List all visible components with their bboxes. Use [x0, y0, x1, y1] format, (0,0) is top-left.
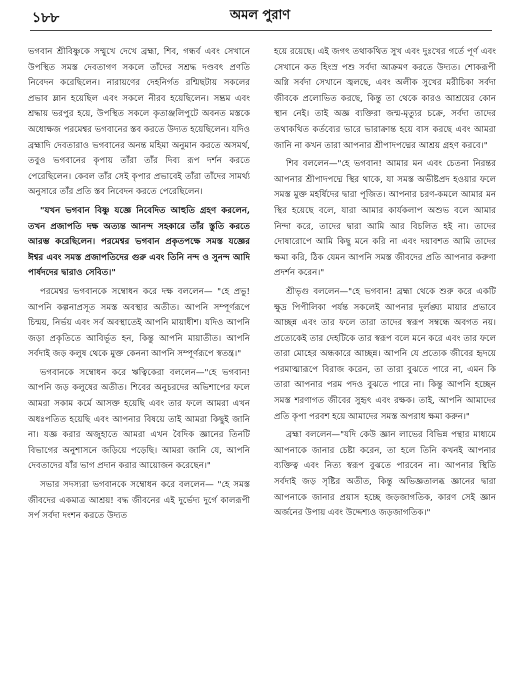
- page-header: [30, 4, 490, 28]
- paragraph: ভগবান শ্রীবিষ্ণুকে সম্মুখে দেখে ব্রহ্মা, শিব, গন্ধর্ব এবং সেখানে উপস্থিত সমস্ত দেবতাগণ সকলে তাঁদের সশ্রদ্ধ দণ্ডবৎ প্রণতি নিবেদন করেছিলেন। নারায়ণের দেহনির্গত রশ্মিছটায় সকলের প্রভাব ম্লান হয়েছিল এবং সকলে নীরব হয়েছিলেন। সম্ভ্রম এবং শ্রদ্ধায় ভরপুর হয়ে, উপস্থিত সকলে কৃতাঞ্জলিপুটে অবনত মস্তকে অধোক্ষজ পরমেশ্বর ভগবানের স্তব করতে উদ্যত হয়েছিলেন। যদিও ব্রহ্মাদি দেবতারাও ভগবানের অনন্ত মহিমা অনুমান করতে অসমর্থ, তবুও ভগবানের কৃপায় তাঁরা তাঁর দিব্য রূপ দর্শন করতে পেরেছিলেন। কেবল তাঁর সেই কৃপার প্রভাবেই তাঁরা তাঁদের সামর্থ্য অনুসারে তাঁর প্রতি স্তব নিবেদন করতে পেরেছিলেন।: [28, 47, 250, 198]
- paragraph: "যখন ভগবান বিষ্ণু যজ্ঞে নিবেদিত আহুতি গ্রহণ করলেন, তখন প্রজাপতি দক্ষ অত্যন্ত আনন্দ সহকারে তাঁর স্তুতি করতে আরম্ভ করেছিলেন। পরমেশ্বর ভগবান প্রকৃতপক্ষে সমস্ত যজ্ঞের ঈশ্বর এবং সমস্ত প্রজাপতিদের গুরু এবং তিনি নন্দ ও সুনন্দ আদি পার্ষদদের দ্বারাও সেবিত।": [28, 205, 250, 279]
- running-title: অমল পুরাণ: [229, 8, 291, 23]
- paragraph: হয়ে রয়েছে। এই জগৎ তথাকথিত সুখ এবং দুঃখের গর্তে পূর্ণ এবং সেখানে কত হিংস্র পশু সর্বদা আক্রমণ করতে উদ্যত। শোকরূপী অগ্নি সর্বদা সেখানে জ্বলছে, এবং অলীক সুখের মরীচিকা সর্বদা জীবকে প্রলোভিত করছে, কিন্তু তা থেকে কারও আশ্রয়ের কোন স্থান নেই। তাই অজ্ঞ ব্যক্তিরা জন্ম-মৃত্যুর চক্রে, সর্বদা তাদের তথাকথিত কর্তব্যের ভারে ভারাক্রান্ত হয়ে বাস করছে এবং আমরা জানি না কখন তারা আপনার শ্রীপাদপদ্মের আশ্রয় গ্রহণ করবে।": [274, 47, 496, 151]
- header-rule: [30, 30, 492, 31]
- paragraph: ব্রহ্মা বললেন—"যদি কেউ জ্ঞান লাভের বিভিন্ন পন্থার মাধ্যমে আপনাকে জানার চেষ্টা করেন, তা হলে তিনি কখনই আপনার ব্যক্তিত্ব এবং নিত্য স্বরূপ বুঝতে পারবেন না। আপনার স্থিতি সর্বদাই জড় সৃষ্টির অতীত, কিন্তু অভিজ্ঞতালব্ধ জ্ঞানের দ্বারা আপনাকে জানার প্রয়াস হচ্ছে জড়জাগতিক, কারণ সেই জ্ঞান অর্জনের উপায় এবং উদ্দেশ্যও জড়জাগতিক।": [274, 430, 496, 519]
- page-number: ১৮৮: [32, 10, 60, 26]
- right-column: [274, 45, 496, 680]
- paragraph: ভগবানকে সম্বোধন করে ঋত্বিকেরা বললেন—"হে ভগবান! আপনি জড় কলুষের অতীত। শিবের অনুচরদের অভিশাপের ফলে আমরা সকাম কর্মে আসক্ত হয়েছি এবং তার ফলে আমরা এখন অধঃপতিত হয়েছি এবং আপনার বিষয়ে তাই আমরা কিছুই জানি না। যজ্ঞ করার অজুহাতে আমরা এখন বৈদিক জ্ঞানের তিনটি বিভাগের অনুশাসনে জড়িয়ে পড়েছি। আমরা জানি যে, আপনি দেবতাদের যাঁর ভাগ প্রদান করার আয়োজন করেছেন।": [28, 367, 250, 472]
- paragraph: শ্রীভৃগু বললেন—"হে ভগবান! ব্রহ্মা থেকে শুরু করে একটি ক্ষুদ্র পিপীলিকা পর্যন্ত সকলেই আপনার দুর্লঙ্ঘ্য মায়ার প্রভাবে আচ্ছন্ন এবং তার ফলে তারা তাদের স্বরূপ সম্বন্ধে অবগত নয়। প্রত্যেকেই তার দেহটিকে তার স্বরূপ বলে মনে করে এবং তার ফলে তারা মোহের অন্ধকারে আচ্ছন্ন। আপনি যে প্রত্যেক জীবের হৃদয়ে পরমাত্মারূপে বিরাজ করেন, তা তারা বুঝতে পারে না, এমন কি তারা আপনার পরম পদও বুঝতে পারে না। কিন্তু আপনি হচ্ছেন সমস্ত শরণাগত জীবের সুহৃৎ এবং রক্ষক। তাই, আপনি আমাদের প্রতি কৃপা পরবশ হয়ে আমাদের সমস্ত অপরাধ ক্ষমা করুন।": [274, 286, 496, 422]
- left-column: [28, 45, 250, 680]
- paragraph: পরমেশ্বর ভগবানকে সম্বোধন করে দক্ষ বললেন— "হে প্রভু! আপনি কল্পনাপ্রসূত সমস্ত অবস্থার অতীত। আপনি সম্পূর্ণরূপে চিন্ময়, নির্ভয় এবং সর্ব অবস্থাতেই আপনি মায়াধীশ। যদিও আপনি জড়া প্রকৃতিতে আবির্ভূত হন, কিন্তু আপনি মায়াতীত। আপনি সর্বদাই জড় কলুষ থেকে মুক্ত কেননা আপনি সম্পূর্ণরূপে স্বতন্ত্র।": [28, 286, 250, 360]
- paragraph: সভার সদস্যরা ভগবানকে সম্বোধন করে বললেন— "হে সমস্ত জীবদের একমাত্র আশ্রয়! বদ্ধ জীবনের এই দুর্ভেদ্য দুর্গে কালরূপী সর্প সর্বদা দংশন করতে উদ্যত: [28, 480, 250, 522]
- paragraph: শিব বললেন—"হে ভগবান! আমার মন এবং চেতনা নিরন্তর আপনার শ্রীপাদপদ্মে স্থির থাকে, যা সমস্ত অভীষ্টপ্রদ হওয়ার ফলে সমস্ত মুক্ত মহর্ষিদের দ্বারা পূজিত। আপনার চরণ-কমলে আমার মন স্থির হয়েছে বলে, যারা আমার কার্যকলাপ অশুভ বলে আমার নিন্দা করে, তাদের দ্বারা আমি আর বিচলিত হই না। তাদের দোষারোপে আমি কিছু মনে করি না এবং দয়াবশত আমি তাদের ক্ষমা করি, ঠিক যেমন আপনি সমস্ত জীবদের প্রতি আপনার করুণা প্রদর্শন করেন।": [274, 159, 496, 279]
